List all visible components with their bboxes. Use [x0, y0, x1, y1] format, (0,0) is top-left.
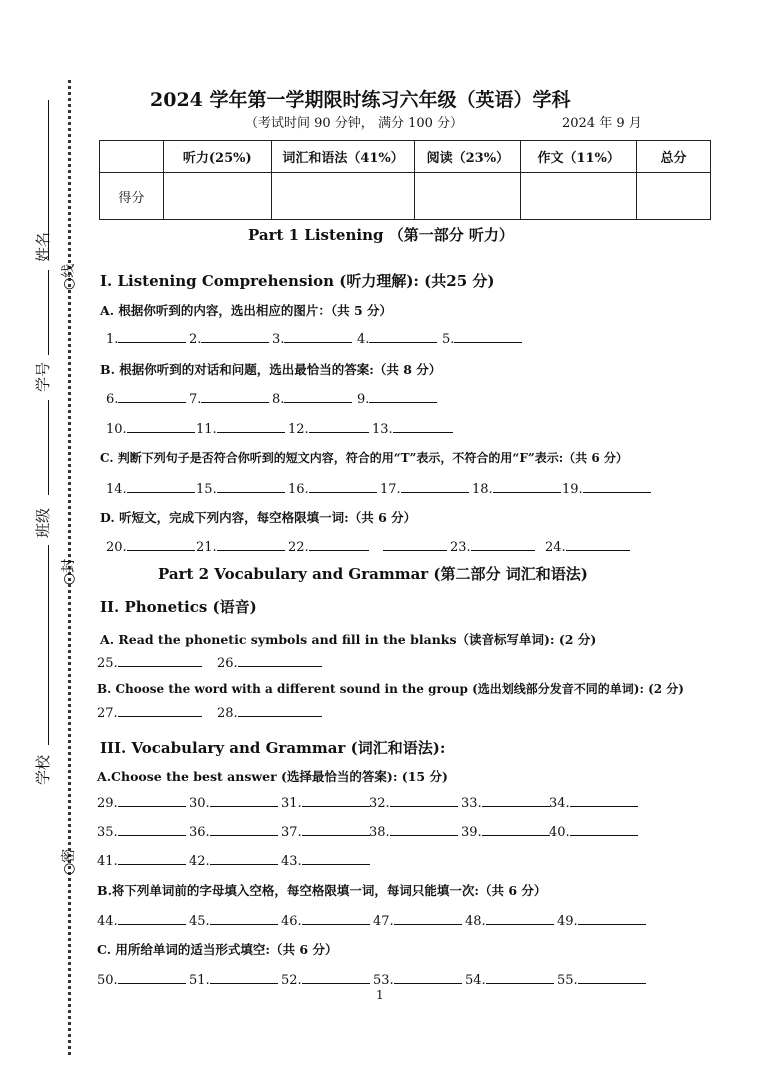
answer-blank[interactable]: 45. [189, 912, 278, 929]
side-mark-seal: ○封 [61, 558, 77, 585]
answer-blank[interactable]: 4. [357, 330, 437, 347]
section2-heading: II. Phonetics (语音) [100, 598, 257, 616]
answer-blank[interactable]: 16. [288, 480, 377, 497]
section1-heading: I. Listening Comprehension (听力理解): (共25 分) [100, 272, 495, 290]
side-underline-3 [48, 400, 49, 495]
exam-title: 2024 学年第一学期限时练习六年级（英语）学科 [150, 89, 571, 111]
answer-blank[interactable]: 9. [357, 390, 437, 407]
answer-blank[interactable]: 40. [549, 823, 638, 840]
answer-blank[interactable]: 28. [217, 704, 322, 721]
answer-blank[interactable]: 23. [450, 538, 535, 555]
answer-blank[interactable]: 17. [380, 480, 469, 497]
side-label-name: 姓名 [34, 231, 52, 262]
answer-blank[interactable]: 35. [97, 823, 186, 840]
answer-blank[interactable]: 51. [189, 971, 278, 988]
answer-blank[interactable]: 7. [189, 390, 269, 407]
exam-subtitle: （考试时间 90 分钟， 满分 100 分） [245, 116, 464, 131]
answer-blank[interactable]: 12. [288, 420, 369, 437]
score-cell[interactable] [163, 173, 271, 220]
answer-blank[interactable]: 50. [97, 971, 186, 988]
answer-blank[interactable]: 1. [106, 330, 186, 347]
answer-blank[interactable]: 13. [372, 420, 453, 437]
score-header-blank [100, 141, 164, 173]
answer-blank[interactable]: 48. [465, 912, 554, 929]
side-underline-2 [48, 270, 49, 355]
section1-b-instruction: B. 根据你听到的对话和问题，选出最恰当的答案:（共 8 分） [100, 362, 442, 377]
side-mark-line: ○线 [61, 263, 77, 290]
answer-blank[interactable]: 22. [288, 538, 447, 555]
part2-title: Part 2 Vocabulary and Grammar (第二部分 词汇和语法) [158, 565, 588, 583]
answer-blank[interactable]: 21. [196, 538, 285, 555]
section1-d-instruction: D. 听短文，完成下列内容，每空格限填一词:（共 6 分） [100, 510, 417, 525]
answer-blank[interactable]: 14. [106, 480, 195, 497]
answer-blank[interactable]: 44. [97, 912, 186, 929]
score-cell[interactable] [415, 173, 521, 220]
section3-heading: III. Vocabulary and Grammar (词汇和语法): [100, 739, 446, 757]
score-header-listening: 听力(25%) [163, 141, 271, 173]
answer-blank[interactable]: 18. [472, 480, 561, 497]
answer-blank[interactable]: 6. [106, 390, 186, 407]
answer-blank[interactable]: 36. [189, 823, 278, 840]
side-label-class: 班级 [34, 507, 52, 538]
answer-blank[interactable]: 55. [557, 971, 646, 988]
side-mark-secret: ○密 [61, 848, 77, 875]
answer-blank[interactable]: 42. [189, 852, 278, 869]
side-underline-1 [48, 100, 49, 260]
section2-b-instruction: B. Choose the word with a different sound in the group (选出划线部分发音不同的单词): (2 分) [97, 682, 684, 696]
answer-blank[interactable]: 33. [461, 794, 550, 811]
page-number: 1 [376, 988, 384, 1002]
answer-blank[interactable]: 24. [545, 538, 630, 555]
section3-c-instruction: C. 用所给单词的适当形式填空:（共 6 分） [97, 942, 338, 957]
score-cell[interactable] [637, 173, 711, 220]
answer-blank[interactable]: 52. [281, 971, 370, 988]
answer-blank[interactable]: 49. [557, 912, 646, 929]
answer-blank[interactable]: 34. [549, 794, 638, 811]
answer-blank[interactable]: 29. [97, 794, 186, 811]
answer-blank[interactable]: 31. [281, 794, 370, 811]
answer-blank[interactable]: 10. [106, 420, 195, 437]
side-label-school: 学校 [34, 754, 52, 785]
answer-blank[interactable]: 53. [373, 971, 462, 988]
answer-blank[interactable]: 38. [369, 823, 458, 840]
section3-a-instruction: A.Choose the best answer (选择最恰当的答案): (15 分) [97, 769, 448, 784]
part1-title: Part 1 Listening （第一部分 听力） [248, 226, 514, 244]
answer-blank[interactable]: 3. [272, 330, 352, 347]
answer-blank[interactable]: 27. [97, 704, 202, 721]
section2-a-instruction: A. Read the phonetic symbols and fill in the blanks（读音标写单词): (2 分) [100, 632, 597, 647]
exam-date: 2024 年 9 月 [562, 116, 642, 131]
section1-a-instruction: A. 根据你听到的内容，选出相应的图片：（共 5 分） [100, 303, 393, 318]
score-header-total: 总分 [637, 141, 711, 173]
answer-blank[interactable]: 46. [281, 912, 370, 929]
score-header-reading: 阅读（23%） [415, 141, 521, 173]
answer-blank[interactable]: 25. [97, 654, 202, 671]
score-header-vocab: 词汇和语法（41%） [271, 141, 415, 173]
score-cell[interactable] [271, 173, 415, 220]
section3-b-instruction: B.将下列单词前的字母填入空格，每空格限填一词，每词只能填一次:（共 6 分） [97, 883, 547, 898]
answer-blank[interactable]: 11. [196, 420, 285, 437]
score-header-writing: 作文（11%） [521, 141, 637, 173]
score-table [99, 140, 711, 220]
answer-blank[interactable]: 54. [465, 971, 554, 988]
answer-blank[interactable]: 32. [369, 794, 458, 811]
answer-blank[interactable]: 20. [106, 538, 195, 555]
answer-blank[interactable]: 8. [272, 390, 352, 407]
answer-blank[interactable]: 37. [281, 823, 370, 840]
answer-blank[interactable]: 47. [373, 912, 462, 929]
answer-blank[interactable]: 39. [461, 823, 550, 840]
side-label-student-id: 学号 [34, 361, 52, 392]
answer-blank[interactable]: 41. [97, 852, 186, 869]
answer-blank[interactable]: 2. [189, 330, 269, 347]
answer-blank[interactable]: 15. [196, 480, 285, 497]
answer-blank[interactable]: 30. [189, 794, 278, 811]
answer-blank[interactable]: 43. [281, 852, 370, 869]
answer-blank[interactable]: 26. [217, 654, 322, 671]
score-cell[interactable] [521, 173, 637, 220]
answer-blank[interactable]: 19. [562, 480, 651, 497]
section1-c-instruction: C. 判断下列句子是否符合你听到的短文内容，符合的用“T”表示，不符合的用“F”表示:（共 6 分） [100, 451, 628, 465]
side-underline-4 [48, 545, 49, 745]
score-row-label: 得分 [100, 173, 164, 220]
answer-blank[interactable]: 5. [442, 330, 522, 347]
